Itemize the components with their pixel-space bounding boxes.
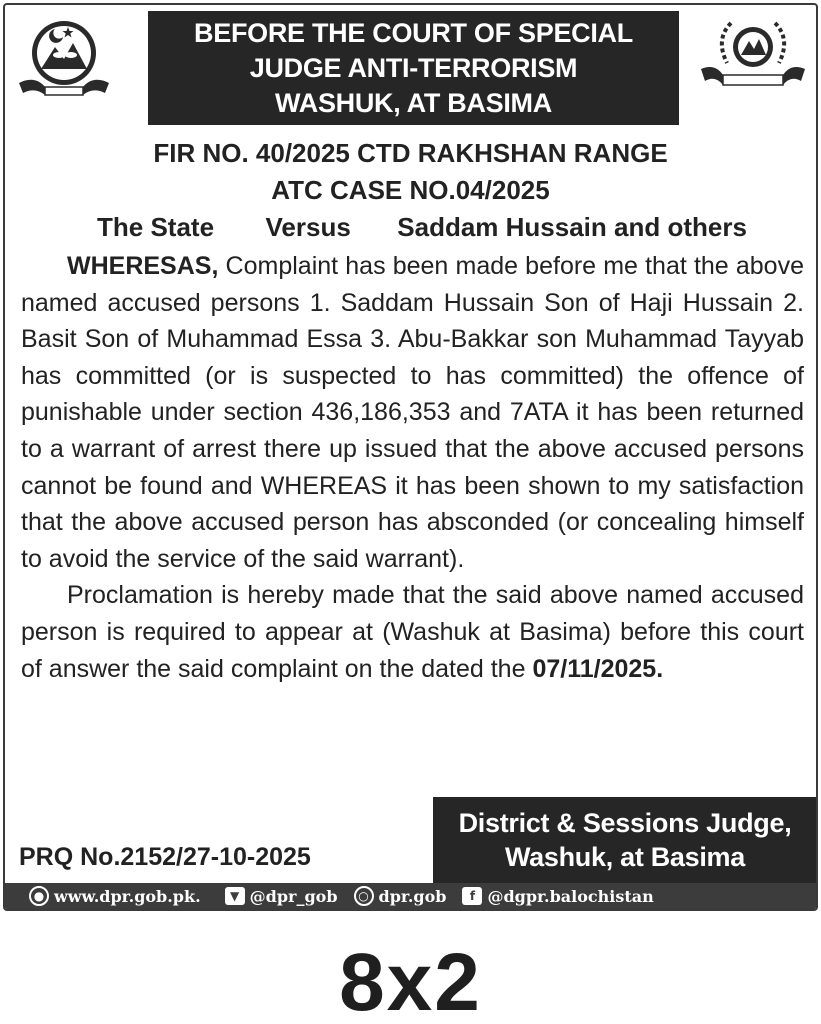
globe-icon: ● [29,886,49,906]
twitter-icon: ▼ [225,887,245,905]
court-title-line-2: JUDGE ANTI-TERRORISM [249,53,578,83]
proclamation-text: Proclamation is hereby made that the said above named accused person is required to appear at (Washuk at Basima) before this court of answer the said complaint on the dated the [21,581,804,683]
footer-twitter[interactable] [225,887,338,906]
footer-instagram[interactable] [354,886,447,906]
instagram-text: dpr.gob [378,886,447,906]
party-state: The State [97,212,215,242]
party-versus: Versus [265,212,351,242]
balochistan-emblem-icon [15,13,113,103]
dgpr-logo-icon [697,17,809,95]
signature-line-1: District & Sessions Judge, [458,808,792,838]
case-parties [97,212,747,243]
proclamation-paragraph [21,577,804,687]
atc-case-number: ATC CASE NO.04/2025 [271,175,550,205]
prq-number: PRQ No.2152/27-10-2025 [19,843,311,871]
instagram-icon: ○ [354,886,374,906]
fir-number: FIR NO. 40/2025 CTD RAKHSHAN RANGE [153,138,668,168]
ad-size-label: 8x2 [339,937,482,1024]
website-text: www.dpr.gob.pk. [54,886,201,906]
whereas-paragraph [21,248,804,577]
party-accused: Saddam Hussain and others [397,212,747,242]
court-title-box [148,11,679,125]
facebook-text: @dgpr.balochistan [487,886,654,906]
appearance-date: 07/11/2025. [532,654,664,683]
footer-bar [5,883,816,909]
notice-frame [3,3,818,911]
signature-line-2: Washuk, at Basima [505,842,745,872]
twitter-text: @dpr_gob [249,886,338,906]
facebook-icon: f [462,887,482,905]
signature-box [433,797,817,883]
court-title-line-1: BEFORE THE COURT OF SPECIAL [194,18,633,48]
footer-website[interactable] [29,886,201,906]
whereas-text: Complaint has been made before me that the above named accused persons 1. Saddam Hussain Son of Haji Hussain 2. Basit Son of Muhammad Essa 3. Abu-Bakkar son Muhammad Tayyab has committed (or is suspected to has committed) the offence of punishable under section 436,186,353 and 7ATA it has been returned to a warrant of arrest there up issued that the above accused persons cannot be found and WHEREAS it has been shown to my satisfaction that the above accused person has absconded (or concealing himself to avoid the service of the said warrant). [21,252,804,573]
proclamation-body [21,248,804,687]
footer-facebook[interactable] [462,887,653,906]
whereas-lead: WHERESAS, [67,252,219,280]
court-title-line-3: WASHUK, AT BASIMA [275,88,552,118]
